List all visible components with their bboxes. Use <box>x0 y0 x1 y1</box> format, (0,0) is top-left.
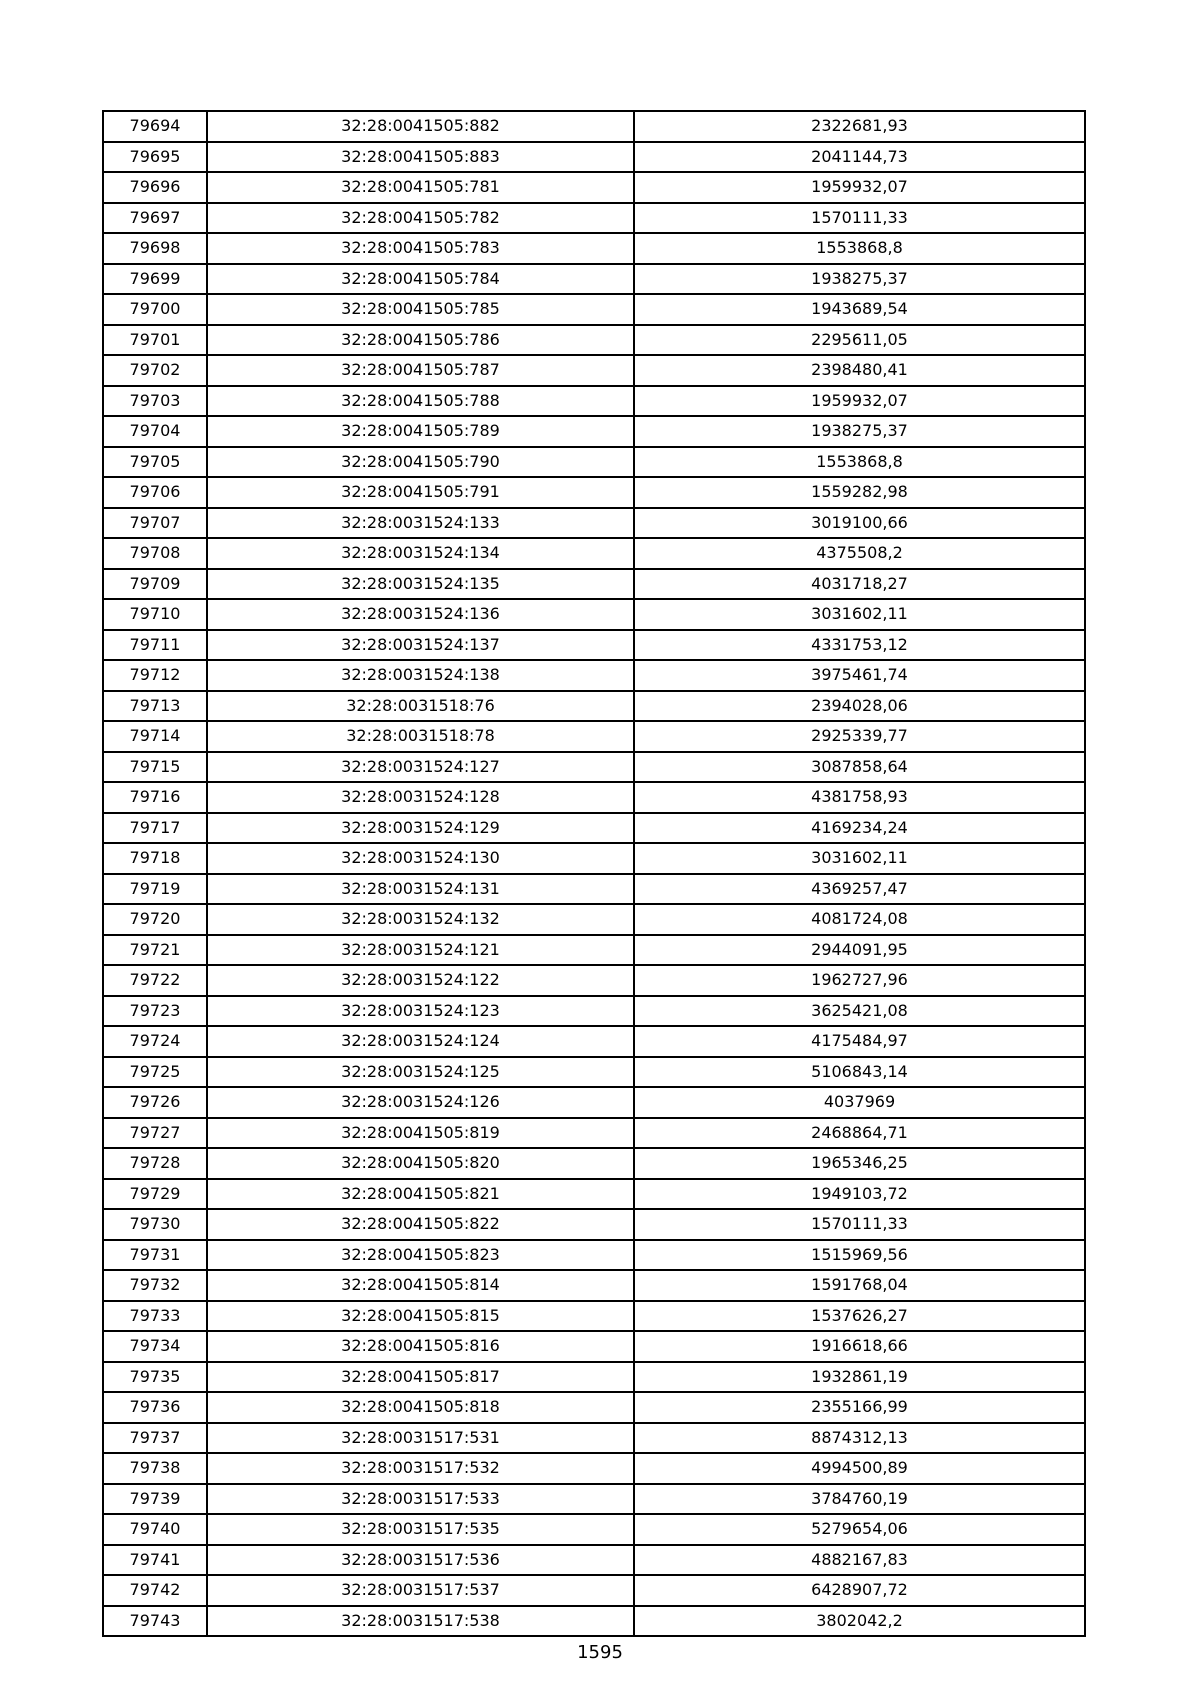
cadastral-number-cell: 32:28:0031517:533 <box>207 1484 634 1515</box>
cadastral-number-cell: 32:28:0031517:535 <box>207 1514 634 1545</box>
cadastral-value-cell: 4369257,47 <box>634 874 1085 905</box>
table-row <box>103 355 1085 386</box>
table-row <box>103 1209 1085 1240</box>
row-number-cell: 79701 <box>103 325 207 356</box>
cadastral-value-cell: 3975461,74 <box>634 660 1085 691</box>
cadastral-number-cell: 32:28:0031524:124 <box>207 1026 634 1057</box>
cadastral-number-cell: 32:28:0031517:537 <box>207 1575 634 1606</box>
table-row <box>103 935 1085 966</box>
cadastral-number-cell: 32:28:0031524:122 <box>207 965 634 996</box>
cadastral-value-table <box>102 110 1086 1637</box>
table-body <box>103 111 1085 1636</box>
cadastral-number-cell: 32:28:0041505:821 <box>207 1179 634 1210</box>
cadastral-number-cell: 32:28:0031517:532 <box>207 1453 634 1484</box>
cadastral-value-cell: 2925339,77 <box>634 721 1085 752</box>
cadastral-value-cell: 8874312,13 <box>634 1423 1085 1454</box>
cadastral-number-cell: 32:28:0041505:819 <box>207 1118 634 1149</box>
table-row <box>103 1575 1085 1606</box>
table-row <box>103 660 1085 691</box>
cadastral-number-cell: 32:28:0031524:128 <box>207 782 634 813</box>
cadastral-number-cell: 32:28:0031524:127 <box>207 752 634 783</box>
row-number-cell: 79727 <box>103 1118 207 1149</box>
cadastral-number-cell: 32:28:0031524:137 <box>207 630 634 661</box>
cadastral-number-cell: 32:28:0041505:818 <box>207 1392 634 1423</box>
table-row <box>103 752 1085 783</box>
cadastral-value-cell: 1537626,27 <box>634 1301 1085 1332</box>
row-number-cell: 79742 <box>103 1575 207 1606</box>
table-row <box>103 142 1085 173</box>
cadastral-number-cell: 32:28:0041505:883 <box>207 142 634 173</box>
cadastral-number-cell: 32:28:0041505:787 <box>207 355 634 386</box>
row-number-cell: 79714 <box>103 721 207 752</box>
row-number-cell: 79733 <box>103 1301 207 1332</box>
table-row <box>103 1087 1085 1118</box>
table-row <box>103 416 1085 447</box>
table-row <box>103 1057 1085 1088</box>
row-number-cell: 79715 <box>103 752 207 783</box>
cadastral-number-cell: 32:28:0041505:815 <box>207 1301 634 1332</box>
table-row <box>103 599 1085 630</box>
cadastral-number-cell: 32:28:0031524:134 <box>207 538 634 569</box>
row-number-cell: 79716 <box>103 782 207 813</box>
cadastral-value-cell: 1962727,96 <box>634 965 1085 996</box>
table-row <box>103 1484 1085 1515</box>
cadastral-number-cell: 32:28:0041505:816 <box>207 1331 634 1362</box>
row-number-cell: 79728 <box>103 1148 207 1179</box>
cadastral-value-cell: 1559282,98 <box>634 477 1085 508</box>
cadastral-value-cell: 4381758,93 <box>634 782 1085 813</box>
row-number-cell: 79710 <box>103 599 207 630</box>
cadastral-number-cell: 32:28:0041505:790 <box>207 447 634 478</box>
table-row <box>103 996 1085 1027</box>
row-number-cell: 79730 <box>103 1209 207 1240</box>
cadastral-value-cell: 1959932,07 <box>634 386 1085 417</box>
table-row <box>103 1606 1085 1637</box>
cadastral-value-cell: 3019100,66 <box>634 508 1085 539</box>
cadastral-number-cell: 32:28:0041505:814 <box>207 1270 634 1301</box>
cadastral-value-cell: 4331753,12 <box>634 630 1085 661</box>
table-row <box>103 1453 1085 1484</box>
cadastral-number-cell: 32:28:0031524:135 <box>207 569 634 600</box>
cadastral-value-cell: 1965346,25 <box>634 1148 1085 1179</box>
cadastral-number-cell: 32:28:0041505:788 <box>207 386 634 417</box>
row-number-cell: 79736 <box>103 1392 207 1423</box>
cadastral-number-cell: 32:28:0041505:822 <box>207 1209 634 1240</box>
row-number-cell: 79725 <box>103 1057 207 1088</box>
row-number-cell: 79721 <box>103 935 207 966</box>
row-number-cell: 79705 <box>103 447 207 478</box>
cadastral-value-cell: 5279654,06 <box>634 1514 1085 1545</box>
cadastral-number-cell: 32:28:0031524:131 <box>207 874 634 905</box>
table-row <box>103 538 1085 569</box>
cadastral-value-cell: 3087858,64 <box>634 752 1085 783</box>
cadastral-number-cell: 32:28:0031524:136 <box>207 599 634 630</box>
table-row <box>103 1545 1085 1576</box>
cadastral-value-cell: 2394028,06 <box>634 691 1085 722</box>
row-number-cell: 79743 <box>103 1606 207 1637</box>
cadastral-number-cell: 32:28:0031524:125 <box>207 1057 634 1088</box>
table-row <box>103 1362 1085 1393</box>
cadastral-number-cell: 32:28:0031524:121 <box>207 935 634 966</box>
table-row <box>103 233 1085 264</box>
cadastral-number-cell: 32:28:0031517:538 <box>207 1606 634 1637</box>
row-number-cell: 79723 <box>103 996 207 1027</box>
table-row <box>103 1148 1085 1179</box>
row-number-cell: 79697 <box>103 203 207 234</box>
row-number-cell: 79738 <box>103 1453 207 1484</box>
cadastral-value-cell: 4081724,08 <box>634 904 1085 935</box>
row-number-cell: 79712 <box>103 660 207 691</box>
row-number-cell: 79698 <box>103 233 207 264</box>
row-number-cell: 79729 <box>103 1179 207 1210</box>
table-row <box>103 172 1085 203</box>
cadastral-value-cell: 2944091,95 <box>634 935 1085 966</box>
cadastral-value-cell: 1515969,56 <box>634 1240 1085 1271</box>
cadastral-value-cell: 2468864,71 <box>634 1118 1085 1149</box>
table-row <box>103 477 1085 508</box>
cadastral-value-cell: 2041144,73 <box>634 142 1085 173</box>
cadastral-number-cell: 32:28:0031524:130 <box>207 843 634 874</box>
cadastral-number-cell: 32:28:0031517:531 <box>207 1423 634 1454</box>
table-row <box>103 843 1085 874</box>
table-row <box>103 1331 1085 1362</box>
row-number-cell: 79695 <box>103 142 207 173</box>
row-number-cell: 79726 <box>103 1087 207 1118</box>
table-row <box>103 630 1085 661</box>
row-number-cell: 79731 <box>103 1240 207 1271</box>
cadastral-value-cell: 5106843,14 <box>634 1057 1085 1088</box>
row-number-cell: 79741 <box>103 1545 207 1576</box>
cadastral-value-cell: 4037969 <box>634 1087 1085 1118</box>
table-row <box>103 1118 1085 1149</box>
cadastral-number-cell: 32:28:0041505:789 <box>207 416 634 447</box>
cadastral-value-cell: 4169234,24 <box>634 813 1085 844</box>
cadastral-value-cell: 1943689,54 <box>634 294 1085 325</box>
table-row <box>103 691 1085 722</box>
cadastral-number-cell: 32:28:0041505:783 <box>207 233 634 264</box>
cadastral-value-cell: 1932861,19 <box>634 1362 1085 1393</box>
row-number-cell: 79720 <box>103 904 207 935</box>
cadastral-value-cell: 3031602,11 <box>634 843 1085 874</box>
cadastral-value-cell: 6428907,72 <box>634 1575 1085 1606</box>
table-row <box>103 1026 1085 1057</box>
cadastral-number-cell: 32:28:0041505:817 <box>207 1362 634 1393</box>
cadastral-value-cell: 1591768,04 <box>634 1270 1085 1301</box>
row-number-cell: 79696 <box>103 172 207 203</box>
table-row <box>103 874 1085 905</box>
table-row <box>103 508 1085 539</box>
cadastral-number-cell: 32:28:0041505:882 <box>207 111 634 142</box>
row-number-cell: 79732 <box>103 1270 207 1301</box>
row-number-cell: 79718 <box>103 843 207 874</box>
cadastral-number-cell: 32:28:0031524:123 <box>207 996 634 1027</box>
table-row <box>103 325 1085 356</box>
row-number-cell: 79694 <box>103 111 207 142</box>
cadastral-number-cell: 32:28:0041505:820 <box>207 1148 634 1179</box>
row-number-cell: 79704 <box>103 416 207 447</box>
row-number-cell: 79708 <box>103 538 207 569</box>
cadastral-number-cell: 32:28:0031518:78 <box>207 721 634 752</box>
table-row <box>103 386 1085 417</box>
table-row <box>103 569 1085 600</box>
cadastral-number-cell: 32:28:0041505:791 <box>207 477 634 508</box>
table-row <box>103 447 1085 478</box>
table-row <box>103 294 1085 325</box>
table-row <box>103 813 1085 844</box>
table-row <box>103 1423 1085 1454</box>
cadastral-value-cell: 1553868,8 <box>634 233 1085 264</box>
row-number-cell: 79699 <box>103 264 207 295</box>
row-number-cell: 79703 <box>103 386 207 417</box>
row-number-cell: 79739 <box>103 1484 207 1515</box>
cadastral-value-cell: 2355166,99 <box>634 1392 1085 1423</box>
table-row <box>103 904 1085 935</box>
cadastral-number-cell: 32:28:0031524:138 <box>207 660 634 691</box>
cadastral-number-cell: 32:28:0041505:785 <box>207 294 634 325</box>
cadastral-number-cell: 32:28:0031524:133 <box>207 508 634 539</box>
table-row <box>103 264 1085 295</box>
cadastral-value-cell: 4375508,2 <box>634 538 1085 569</box>
cadastral-value-cell: 4882167,83 <box>634 1545 1085 1576</box>
table-row <box>103 203 1085 234</box>
row-number-cell: 79700 <box>103 294 207 325</box>
cadastral-value-cell: 4031718,27 <box>634 569 1085 600</box>
page-number: 1595 <box>577 1642 623 1663</box>
row-number-cell: 79719 <box>103 874 207 905</box>
cadastral-value-cell: 4994500,89 <box>634 1453 1085 1484</box>
row-number-cell: 79707 <box>103 508 207 539</box>
row-number-cell: 79737 <box>103 1423 207 1454</box>
cadastral-number-cell: 32:28:0031524:132 <box>207 904 634 935</box>
table-row <box>103 965 1085 996</box>
row-number-cell: 79740 <box>103 1514 207 1545</box>
cadastral-number-cell: 32:28:0031524:129 <box>207 813 634 844</box>
cadastral-value-cell: 3625421,08 <box>634 996 1085 1027</box>
row-number-cell: 79722 <box>103 965 207 996</box>
row-number-cell: 79717 <box>103 813 207 844</box>
row-number-cell: 79713 <box>103 691 207 722</box>
cadastral-value-cell: 2398480,41 <box>634 355 1085 386</box>
table-row <box>103 111 1085 142</box>
cadastral-value-cell: 3784760,19 <box>634 1484 1085 1515</box>
row-number-cell: 79735 <box>103 1362 207 1393</box>
cadastral-value-cell: 1949103,72 <box>634 1179 1085 1210</box>
table-row <box>103 782 1085 813</box>
cadastral-value-cell: 2322681,93 <box>634 111 1085 142</box>
table-row <box>103 721 1085 752</box>
table-row <box>103 1179 1085 1210</box>
row-number-cell: 79711 <box>103 630 207 661</box>
row-number-cell: 79724 <box>103 1026 207 1057</box>
table-row <box>103 1301 1085 1332</box>
cadastral-value-cell: 2295611,05 <box>634 325 1085 356</box>
cadastral-number-cell: 32:28:0041505:786 <box>207 325 634 356</box>
table-row <box>103 1270 1085 1301</box>
table-row <box>103 1392 1085 1423</box>
cadastral-number-cell: 32:28:0041505:823 <box>207 1240 634 1271</box>
cadastral-value-cell: 3802042,2 <box>634 1606 1085 1637</box>
cadastral-number-cell: 32:28:0041505:784 <box>207 264 634 295</box>
cadastral-number-cell: 32:28:0031518:76 <box>207 691 634 722</box>
table-row <box>103 1514 1085 1545</box>
cadastral-value-cell: 1959932,07 <box>634 172 1085 203</box>
row-number-cell: 79709 <box>103 569 207 600</box>
row-number-cell: 79702 <box>103 355 207 386</box>
cadastral-number-cell: 32:28:0031517:536 <box>207 1545 634 1576</box>
cadastral-number-cell: 32:28:0031524:126 <box>207 1087 634 1118</box>
row-number-cell: 79734 <box>103 1331 207 1362</box>
cadastral-value-cell: 1570111,33 <box>634 1209 1085 1240</box>
table-row <box>103 1240 1085 1271</box>
cadastral-value-cell: 1916618,66 <box>634 1331 1085 1362</box>
cadastral-value-cell: 3031602,11 <box>634 599 1085 630</box>
row-number-cell: 79706 <box>103 477 207 508</box>
cadastral-value-cell: 4175484,97 <box>634 1026 1085 1057</box>
cadastral-value-cell: 1938275,37 <box>634 264 1085 295</box>
cadastral-value-cell: 1553868,8 <box>634 447 1085 478</box>
cadastral-number-cell: 32:28:0041505:781 <box>207 172 634 203</box>
cadastral-value-cell: 1570111,33 <box>634 203 1085 234</box>
cadastral-number-cell: 32:28:0041505:782 <box>207 203 634 234</box>
cadastral-value-cell: 1938275,37 <box>634 416 1085 447</box>
